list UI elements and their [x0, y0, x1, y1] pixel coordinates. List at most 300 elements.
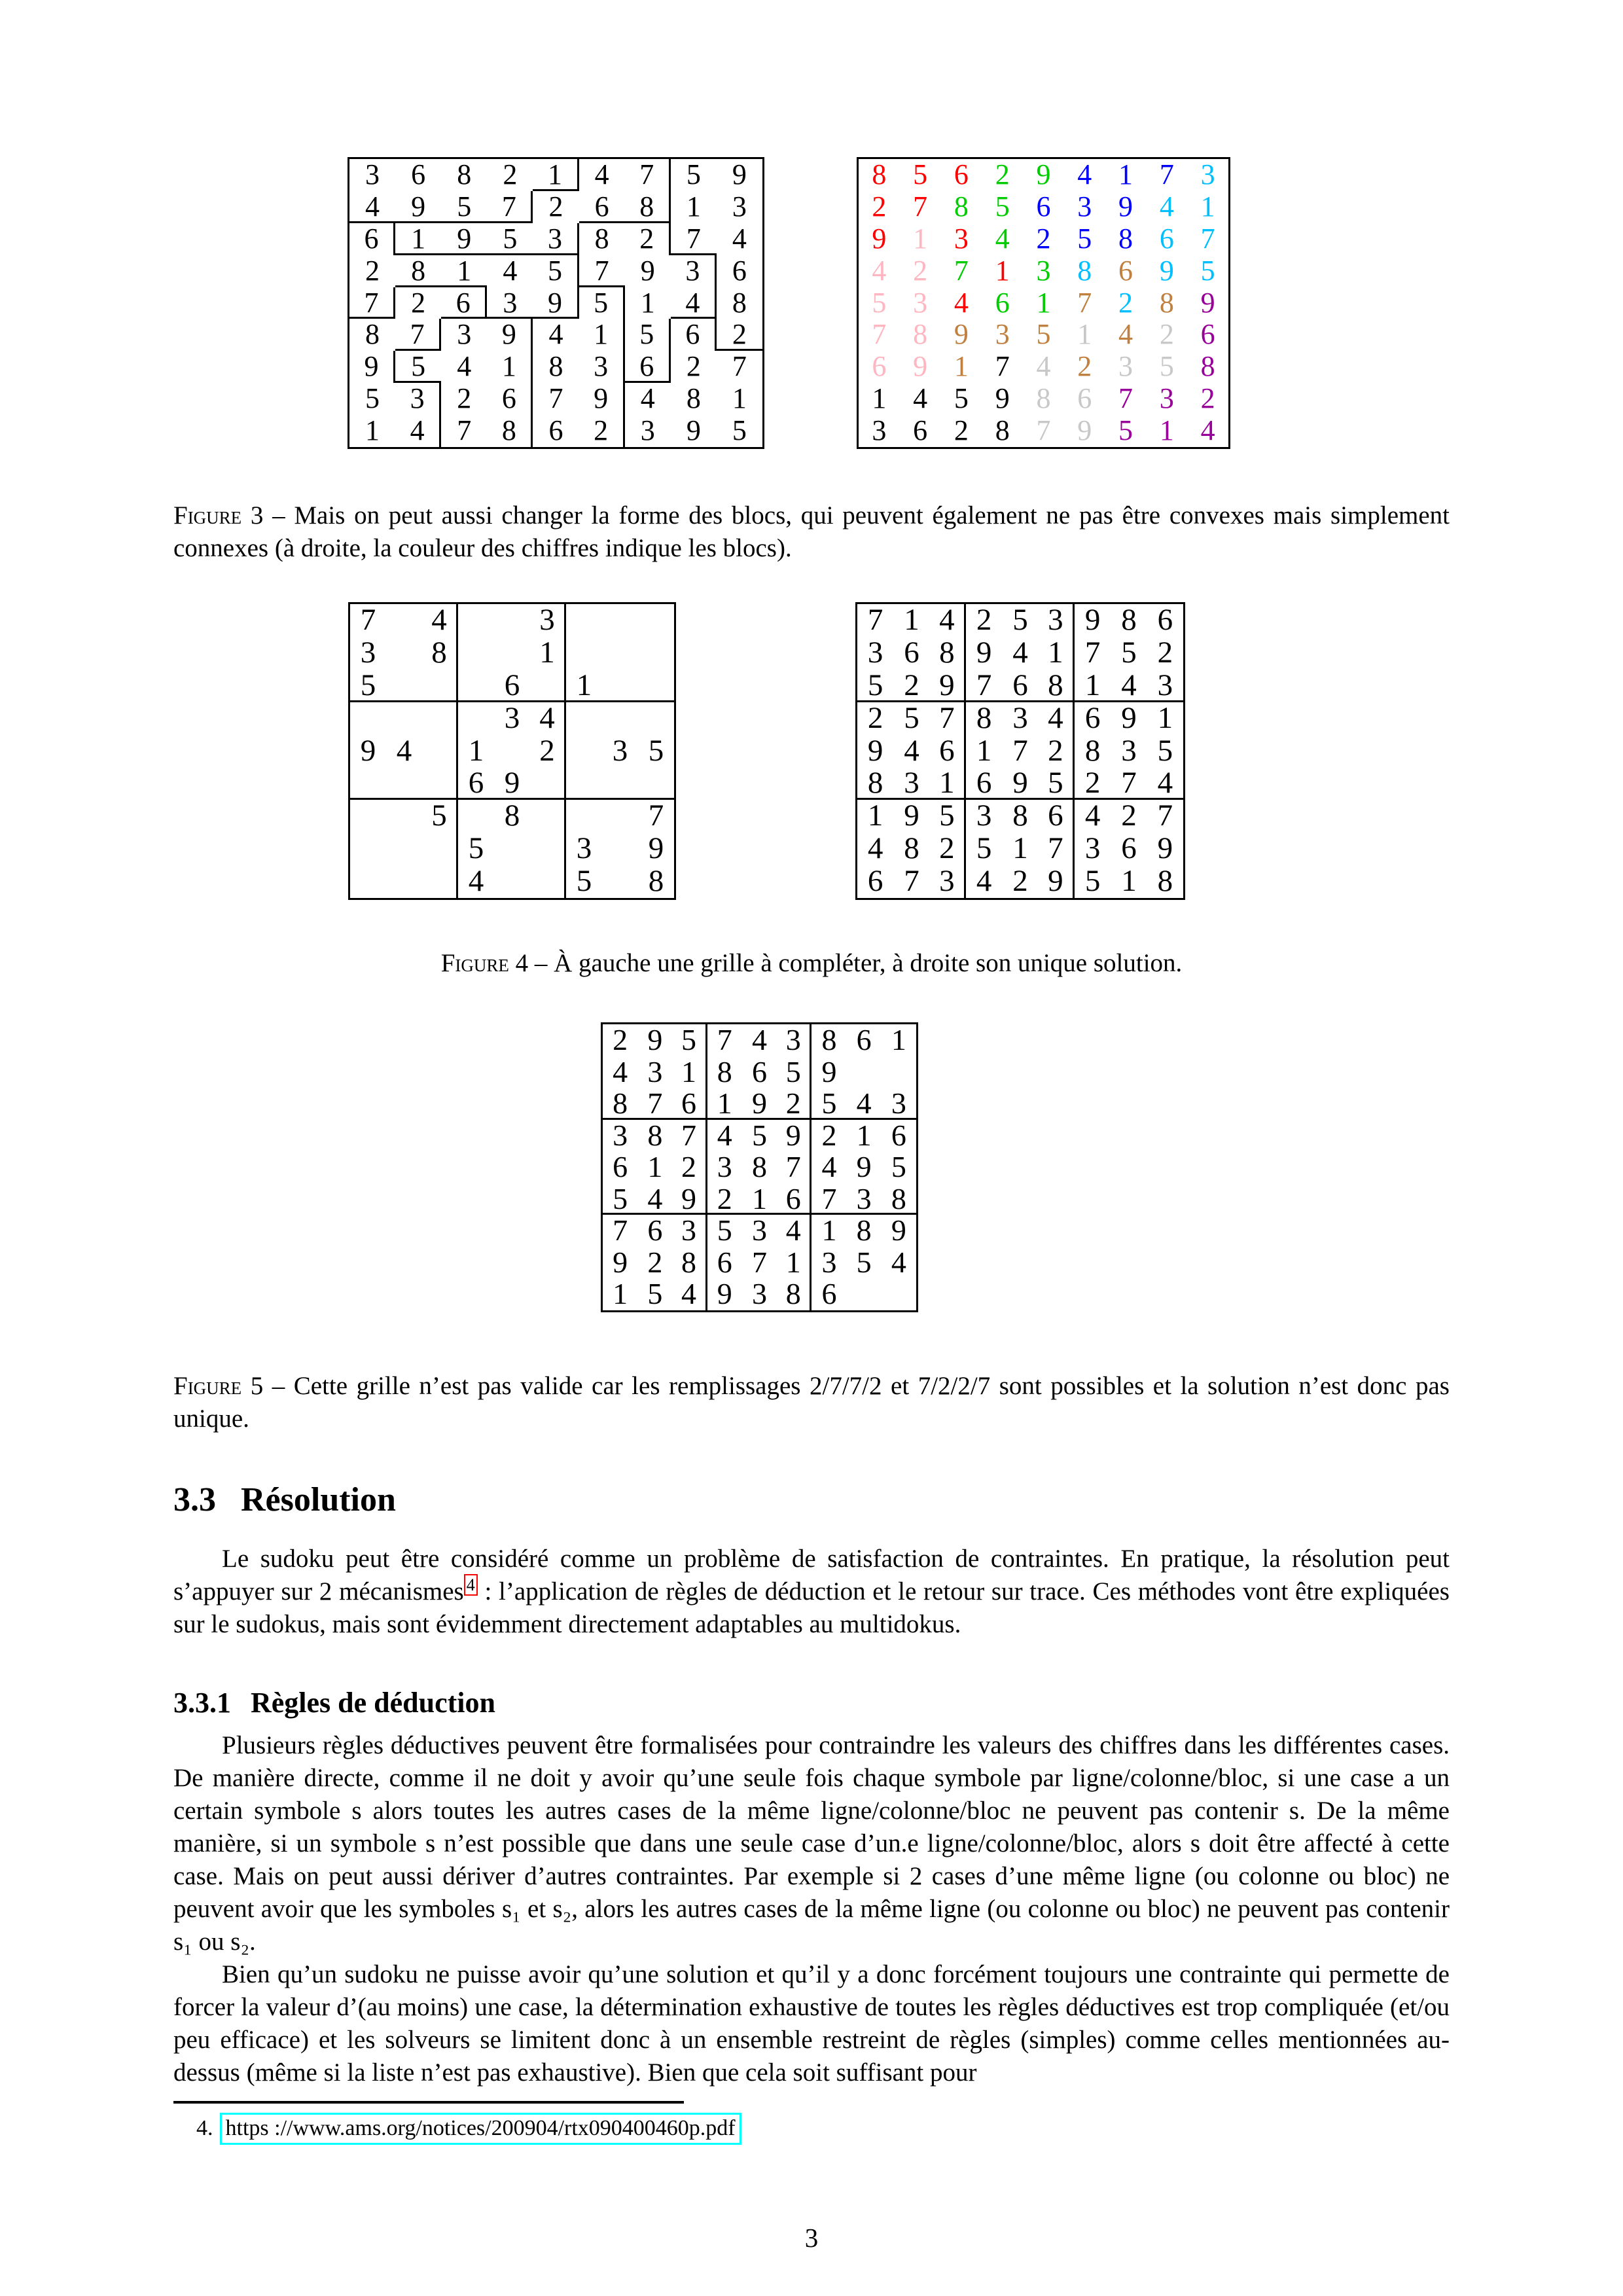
sudoku-cell [530, 670, 566, 702]
sudoku-cell: 5 [857, 670, 893, 702]
sudoku-cell: 5 [995, 190, 1010, 223]
sudoku-cell: 1 [686, 190, 701, 223]
sudoku-cell: 2 [411, 286, 426, 319]
sudoku-cell [422, 865, 458, 898]
sudoku-cell: 2 [1157, 635, 1173, 670]
sudoku-cell: 3 [647, 1054, 663, 1088]
sudoku-cell: 3 [1118, 350, 1133, 383]
sudoku-cell [602, 637, 638, 670]
sudoku-cell: 9 [1036, 158, 1051, 190]
sudoku-cell: 6 [494, 670, 530, 702]
sudoku-cell: 4 [1036, 350, 1051, 383]
sudoku-cell: 6 [625, 351, 671, 383]
sudoku-cell: 6 [966, 767, 1002, 800]
sudoku-cell: 8 [904, 831, 919, 866]
sudoku-cell: 4 [717, 1118, 732, 1152]
sudoku-cell: 8 [1121, 603, 1137, 637]
sudoku-cell: 1 [732, 382, 747, 415]
sudoku-cell: 6 [867, 864, 883, 899]
sudoku-cell [602, 800, 638, 833]
sudoku-cell: 6 [717, 1245, 732, 1279]
sudoku-cell: 5 [395, 351, 441, 383]
sudoku-cell [530, 833, 566, 865]
sudoku-cell: 1 [930, 767, 966, 800]
sudoku-cell: 6 [647, 1213, 663, 1247]
sudoku-cell [386, 833, 422, 865]
sudoku-cell: 1 [468, 733, 484, 768]
sudoku-cell: 9 [648, 831, 664, 866]
sudoku-cell: 7 [1077, 286, 1092, 319]
sudoku-cell: 9 [904, 798, 919, 833]
sudoku-cell: 9 [1002, 767, 1038, 800]
sudoku-cell: 1 [821, 1213, 837, 1247]
sudoku-cell: 7 [904, 864, 919, 899]
sudoku-cell: 8 [603, 1088, 637, 1120]
sudoku-cell [847, 1278, 882, 1310]
sudoku-cell: 8 [777, 1278, 812, 1310]
sudoku-cell: 5 [672, 1024, 707, 1056]
sudoku-cell: 8 [976, 700, 992, 735]
sudoku-cell: 1 [1118, 158, 1133, 190]
footnote-url-link[interactable]: https ://www.ams.org/notices/200904/rtx090400460p.pdf [220, 2113, 741, 2145]
sudoku-cell: 8 [732, 286, 747, 319]
sudoku-cell: 5 [603, 1183, 637, 1215]
sudoku-cell: 9 [349, 351, 395, 383]
sudoku-cell: 3 [487, 287, 533, 319]
sudoku-cell: 9 [856, 1150, 872, 1184]
sudoku-cell: 3 [1012, 700, 1028, 735]
sudoku-cell: 6 [1159, 222, 1174, 255]
sudoku-cell: 4 [637, 1183, 672, 1215]
sudoku-cell: 3 [1200, 158, 1215, 190]
sudoku-cell: 2 [1200, 382, 1215, 415]
sudoku-cell: 6 [872, 350, 887, 383]
sudoku-cell: 9 [732, 158, 747, 190]
sudoku-cell [530, 800, 566, 833]
sudoku-cell: 2 [930, 833, 966, 865]
sudoku-cell [602, 865, 638, 898]
sudoku-cell: 1 [1039, 637, 1075, 670]
sudoku-cell: 7 [732, 350, 747, 383]
sudoku-cell [386, 767, 422, 800]
sudoku-cell: 8 [1012, 798, 1028, 833]
sudoku-cell [386, 670, 422, 702]
sudoku-cell: 2 [548, 190, 563, 223]
sudoku-cell: 6 [1200, 318, 1215, 351]
sudoku-cell: 5 [1084, 864, 1101, 899]
sudoku-cell: 5 [487, 223, 533, 255]
sudoku-cell: 6 [458, 767, 494, 800]
sudoku-cell: 6 [1002, 670, 1038, 702]
sudoku-cell: 1 [995, 254, 1010, 287]
sudoku-cell [386, 865, 422, 898]
sudoku-cell [566, 800, 602, 833]
sudoku-cell [386, 702, 422, 735]
sudoku-cell: 4 [995, 222, 1010, 255]
sudoku-cell: 2 [707, 1183, 742, 1215]
sudoku-cell: 5 [422, 800, 458, 833]
sudoku-cell: 2 [613, 1023, 628, 1056]
sudoku-cell: 1 [1012, 831, 1028, 866]
sudoku-cell: 3 [1147, 670, 1183, 702]
sudoku-cell: 7 [671, 223, 717, 255]
sudoku-cell: 4 [457, 350, 472, 383]
sudoku-cell: 9 [441, 223, 487, 255]
sudoku-cell: 9 [821, 1054, 837, 1088]
sudoku-cell [458, 800, 494, 833]
sudoku-cell: 3 [893, 767, 929, 800]
sudoku-cell: 3 [847, 1183, 882, 1215]
sudoku-cell: 8 [422, 637, 458, 670]
sudoku-cell: 2 [457, 382, 472, 415]
sudoku-cell [350, 833, 386, 865]
sudoku-cell: 9 [613, 1245, 628, 1279]
sudoku-cell: 7 [548, 382, 563, 415]
sudoku-cell: 2 [503, 158, 518, 190]
sudoku-cell: 5 [913, 158, 928, 190]
sudoku-cell: 8 [647, 1118, 663, 1152]
sudoku-cell: 8 [648, 864, 664, 899]
sudoku-cell: 9 [1121, 700, 1137, 735]
sudoku-cell: 5 [1036, 318, 1051, 351]
sudoku-cell: 4 [671, 287, 717, 319]
sudoku-cell: 4 [867, 831, 883, 866]
sudoku-cell: 6 [913, 414, 928, 447]
sudoku-cell: 9 [395, 191, 441, 223]
sudoku-cell [350, 865, 386, 898]
sudoku-cell: 4 [396, 733, 412, 768]
sudoku-cell: 3 [777, 1024, 812, 1056]
sudoku-cell [422, 833, 458, 865]
sudoku-cell: 7 [672, 1120, 707, 1152]
sudoku-cell: 7 [1157, 798, 1173, 833]
sudoku-cell: 5 [954, 382, 969, 415]
sudoku-cell: 3 [672, 1215, 707, 1247]
sudoku-cell: 5 [1077, 222, 1092, 255]
sudoku-cell: 8 [365, 318, 380, 351]
paragraph-resolution [173, 1543, 1450, 1641]
sudoku-cell: 1 [487, 351, 533, 383]
sudoku-cell: 5 [648, 733, 664, 768]
sudoku-cell: 8 [1157, 864, 1173, 899]
sudoku-cell: 2 [530, 735, 566, 768]
sudoku-cell: 1 [1036, 286, 1051, 319]
sudoku-cell [602, 604, 638, 637]
sudoku-cell: 9 [494, 767, 530, 800]
sudoku-cell: 7 [360, 603, 376, 637]
sudoku-cell: 5 [872, 286, 887, 319]
figure3-caption-label: Figure 3 [173, 501, 264, 529]
sudoku-cell: 7 [995, 350, 1010, 383]
sudoku-cell: 2 [976, 603, 992, 637]
figure4-caption-label: Figure 4 [440, 949, 529, 977]
sudoku-cell: 4 [891, 1245, 906, 1279]
sudoku-cell: 1 [856, 1118, 872, 1152]
sudoku-cell: 5 [812, 1088, 846, 1120]
sudoku-cell: 9 [1039, 865, 1075, 898]
figure3-caption-text: Mais on peut aussi changer la forme des blocs, qui peuvent également ne pas être convexes mais simplement connexes (à droite, la couleur des chiffres indique les blocs). [173, 501, 1450, 562]
sudoku-cell: 4 [468, 864, 484, 899]
sudoku-cell: 6 [613, 1150, 628, 1184]
sudoku-cell: 9 [1159, 254, 1174, 287]
sudoku-cell: 8 [1039, 670, 1075, 702]
sudoku-cell: 6 [1118, 254, 1133, 287]
sudoku-cell: 9 [1118, 190, 1133, 223]
sudoku-cell: 1 [441, 255, 487, 287]
sudoku-cell: 8 [504, 798, 520, 833]
sudoku-cell: 4 [847, 1088, 882, 1120]
sudoku-cell: 8 [930, 637, 966, 670]
sudoku-cell: 2 [1075, 767, 1111, 800]
sudoku-cell: 5 [365, 382, 380, 415]
sudoku-cell: 9 [640, 254, 655, 287]
sudoku-cell: 5 [904, 700, 919, 735]
sudoku-cell [422, 735, 458, 768]
sudoku-cell: 5 [1159, 350, 1174, 383]
sudoku-cell: 2 [579, 415, 625, 447]
sudoku-cell: 2 [625, 223, 671, 255]
sudoku-cell: 9 [1157, 831, 1173, 866]
sudoku-cell [350, 702, 386, 735]
sudoku-cell: 3 [976, 798, 992, 833]
sudoku-cell: 8 [1200, 350, 1215, 383]
sudoku-cell: 1 [1159, 414, 1174, 447]
sudoku-cell: 8 [1118, 222, 1133, 255]
sudoku-cell: 7 [1084, 635, 1101, 670]
sudoku-cell: 6 [1157, 603, 1173, 637]
footnote-link-marker[interactable]: 4 [464, 1574, 478, 1596]
sudoku-cell [458, 604, 494, 637]
sudoku-cell [638, 637, 674, 670]
sudoku-cell: 2 [913, 254, 928, 287]
sudoku-cell: 3 [1039, 604, 1075, 637]
paragraph3-text: Bien qu’un sudoku ne puisse avoir qu’une solution et qu’il y a donc forcément toujours une contrainte qui permette de forcer la valeur d’(au moins) une case, la détermination exhaustive de toutes les règles déductives est trop compliquée (et/ou peu efficace) et les solveurs se limitent donc à un ensemble restreint de règles (simples) comme celles mentionnées au-dessus (même si la liste n’est pas exhaustive). Bien que cela soit suffisant pour [173, 1960, 1450, 2087]
sudoku-cell: 1 [579, 319, 625, 351]
sudoku-cell: 9 [1200, 286, 1215, 319]
footnote-number: 4. [196, 2116, 213, 2140]
sudoku-cell: 1 [533, 159, 579, 191]
sudoku-cell: 4 [1159, 190, 1174, 223]
sudoku-cell: 5 [732, 414, 747, 447]
sudoku-cell: 4 [821, 1150, 837, 1184]
sudoku-cell: 5 [1200, 254, 1215, 287]
sudoku-cell: 3 [530, 604, 566, 637]
figure4-solution-grid [855, 602, 1185, 900]
sudoku-cell: 4 [349, 191, 395, 223]
sudoku-cell: 2 [872, 190, 887, 223]
sudoku-cell: 8 [1036, 382, 1051, 415]
sudoku-cell: 8 [1084, 733, 1101, 768]
sudoku-cell: 1 [530, 637, 566, 670]
sudoku-cell: 5 [533, 255, 579, 287]
sudoku-cell: 7 [613, 1213, 628, 1247]
sudoku-cell: 2 [717, 319, 762, 351]
sudoku-cell: 6 [821, 1277, 837, 1311]
sudoku-cell: 8 [548, 350, 563, 383]
sudoku-cell: 6 [1039, 800, 1075, 833]
sudoku-cell: 5 [468, 831, 484, 866]
sudoku-cell: 7 [751, 1245, 767, 1279]
sudoku-cell: 9 [487, 319, 533, 351]
sudoku-cell [422, 702, 458, 735]
sudoku-cell: 1 [566, 670, 602, 702]
sudoku-cell: 5 [625, 319, 671, 351]
sudoku-cell: 6 [579, 191, 625, 223]
sudoku-cell: 2 [1036, 222, 1051, 255]
sudoku-cell [566, 604, 602, 637]
sudoku-cell [422, 767, 458, 800]
sudoku-cell: 5 [930, 800, 966, 833]
sudoku-cell: 4 [530, 702, 566, 735]
sudoku-cell: 1 [1200, 190, 1215, 223]
sudoku-cell: 9 [672, 1183, 707, 1215]
sudoku-cell: 4 [751, 1023, 767, 1056]
sudoku-cell [458, 637, 494, 670]
paragraph1-text-before: Le sudoku peut être considéré comme un problème de satisfaction de contraintes. En pratique, la résolution peut s’appuyer sur 2 mécanismes [173, 1545, 1450, 1605]
sudoku-cell: 5 [441, 191, 487, 223]
sudoku-cell: 8 [954, 190, 969, 223]
sudoku-cell: 9 [360, 733, 376, 768]
sudoku-cell [566, 735, 602, 768]
sudoku-cell: 5 [686, 158, 701, 190]
sudoku-cell: 7 [1036, 414, 1051, 447]
sudoku-cell: 5 [579, 287, 625, 319]
sudoku-cell: 1 [867, 798, 883, 833]
sudoku-cell: 4 [1118, 318, 1133, 351]
sudoku-cell: 9 [686, 414, 701, 447]
paragraph1-text-after: : l’application de règles de déduction et le retour sur trace. Ces méthodes vont être expliquées sur le sudokus, mais sont évidemment directement adaptables au multidokus. [173, 1577, 1450, 1638]
sudoku-cell: 7 [777, 1151, 812, 1183]
sudoku-cell: 8 [457, 158, 472, 190]
sudoku-cell: 7 [487, 191, 533, 223]
sudoku-cell: 1 [707, 1088, 742, 1120]
sudoku-cell [494, 833, 530, 865]
sudoku-cell: 6 [891, 1118, 906, 1152]
sudoku-cell [458, 702, 494, 735]
sudoku-cell: 3 [576, 831, 592, 866]
sudoku-cell: 4 [1200, 414, 1215, 447]
sudoku-cell: 4 [954, 286, 969, 319]
sudoku-cell: 1 [1157, 700, 1173, 735]
sudoku-cell: 4 [422, 604, 458, 637]
sudoku-cell: 5 [751, 1118, 767, 1152]
sudoku-cell: 7 [637, 1088, 672, 1120]
sudoku-cell: 1 [672, 1056, 707, 1088]
sudoku-cell: 3 [872, 414, 887, 447]
sudoku-cell: 7 [579, 255, 625, 287]
footnote [196, 2114, 1440, 2143]
sudoku-cell: 2 [647, 1245, 663, 1279]
sudoku-cell: 9 [867, 733, 883, 768]
sudoku-cell: 1 [640, 286, 655, 319]
sudoku-cell: 8 [686, 382, 701, 415]
sudoku-cell: 1 [395, 223, 441, 255]
sudoku-cell: 2 [1039, 735, 1075, 768]
sudoku-cell: 6 [411, 158, 426, 190]
sudoku-cell: 7 [966, 670, 1002, 702]
sudoku-cell: 4 [732, 222, 747, 255]
sudoku-cell: 5 [1039, 767, 1075, 800]
sudoku-cell [602, 767, 638, 800]
sudoku-cell: 5 [1157, 733, 1173, 768]
subsection-heading [173, 1686, 495, 1719]
sudoku-cell: 7 [872, 318, 887, 351]
sudoku-cell: 9 [533, 287, 579, 319]
sudoku-cell: 3 [821, 1245, 837, 1279]
sudoku-cell: 5 [1121, 635, 1137, 670]
section-number: 3.3 [173, 1481, 216, 1518]
sudoku-cell: 5 [1012, 603, 1028, 637]
sudoku-cell: 1 [1075, 670, 1111, 702]
sudoku-cell: 2 [821, 1118, 837, 1152]
sudoku-cell: 8 [717, 1054, 732, 1088]
sudoku-cell: 7 [1159, 158, 1174, 190]
sudoku-cell: 9 [717, 1277, 732, 1311]
figure3-colored-blocks-grid [857, 157, 1230, 449]
sudoku-cell: 5 [856, 1245, 872, 1279]
sudoku-cell: 1 [613, 1277, 628, 1311]
sudoku-cell: 6 [995, 286, 1010, 319]
sudoku-cell: 6 [856, 1023, 872, 1056]
sudoku-cell: 1 [954, 350, 969, 383]
figure4-caption [173, 947, 1450, 980]
sudoku-cell: 1 [742, 1183, 777, 1215]
figure4-puzzle-grid [348, 602, 676, 900]
sudoku-cell: 7 [349, 287, 395, 319]
sudoku-cell: 4 [1084, 798, 1101, 833]
sudoku-cell [602, 833, 638, 865]
sudoku-cell: 3 [717, 1150, 732, 1184]
sudoku-cell: 4 [672, 1278, 707, 1310]
sudoku-cell: 1 [872, 382, 887, 415]
sudoku-cell: 7 [867, 603, 883, 637]
sudoku-cell: 2 [995, 158, 1010, 190]
sudoku-cell [602, 670, 638, 702]
figure5-caption-text: Cette grille n’est pas valide car les remplissages 2/7/7/2 et 7/2/2/7 sont possibles et la solution n’est donc pas unique. [173, 1372, 1450, 1433]
sudoku-cell: 7 [717, 1023, 732, 1056]
sudoku-cell: 8 [856, 1213, 872, 1247]
sudoku-cell: 3 [1084, 831, 1101, 866]
sudoku-cell: 7 [1039, 833, 1075, 865]
sudoku-cell: 9 [891, 1213, 906, 1247]
sudoku-cell: 3 [1121, 733, 1137, 768]
sudoku-cell: 6 [954, 158, 969, 190]
sudoku-cell: 7 [812, 1183, 846, 1215]
figure4-caption-text: À gauche une grille à compléter, à droite son unique solution. [554, 949, 1183, 977]
sudoku-cell: 3 [1077, 190, 1092, 223]
sudoku-cell: 7 [625, 159, 671, 191]
sudoku-cell: 9 [976, 635, 992, 670]
sudoku-cell: 2 [1121, 798, 1137, 833]
sudoku-cell: 8 [1077, 254, 1092, 287]
sudoku-cell [386, 637, 422, 670]
sudoku-cell: 5 [576, 864, 592, 899]
sudoku-cell: 1 [913, 222, 928, 255]
section-title: Résolution [241, 1481, 396, 1518]
sudoku-cell: 4 [1147, 767, 1183, 800]
sudoku-cell: 5 [350, 670, 386, 702]
sudoku-cell [638, 670, 674, 702]
sudoku-cell: 3 [613, 1118, 628, 1152]
sudoku-cell: 6 [777, 1183, 812, 1215]
sudoku-cell: 9 [579, 383, 625, 415]
sudoku-cell: 8 [395, 255, 441, 287]
sudoku-cell: 4 [1077, 158, 1092, 190]
sudoku-cell: 3 [640, 414, 655, 447]
sudoku-cell: 3 [365, 158, 380, 190]
sudoku-cell [566, 637, 602, 670]
sudoku-cell: 8 [751, 1150, 767, 1184]
